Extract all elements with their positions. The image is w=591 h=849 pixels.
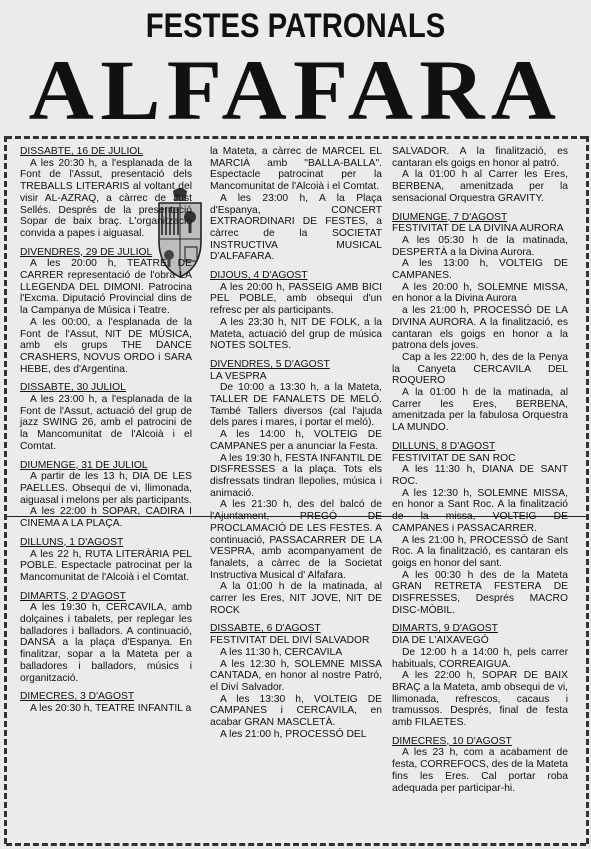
- day-subtitle: LA VESPRA: [210, 370, 267, 382]
- event-text: A les 21:30 h, des del balcó de l'Ajuntament, PREGÓ DE PROCLAMACIÓ DE LES FESTES. A continuació, PASSACARRER DE LA VESPRA, amb acompanyament de fanalets, a càrrec de la Societat Instructiva Musical d' Alfafara.: [210, 499, 382, 581]
- event-text: A les 23 h, com a acabament de festa, CORREFOCS, des de la Mateta fins les Eres. Cal portar roba adequada per participar-hi.: [392, 747, 568, 794]
- event-day: [392, 146, 568, 205]
- dashed-border-right: [586, 136, 589, 844]
- day-heading: DIMECRES, 10 D'AGOST: [392, 735, 512, 747]
- event-text: De 10:00 a 13:30 h, a la Mateta, TALLER DE FANALETS DE MELÓ. També Tallers diversos (cal l'ajuda dels pares i mares, i portar el meló).: [210, 382, 382, 429]
- event-text: A les 22 h, RUTA LITERÀRIA PEL POBLE. Espectacle patrocinat per la Mancomunitat de l'Alcoià i el Comtat.: [20, 548, 192, 583]
- dashed-border-left: [4, 136, 7, 844]
- event-day: [20, 382, 192, 452]
- dashed-border-bottom: [6, 843, 586, 846]
- day-heading: DIUMENGE, 31 DE JULIOL: [20, 459, 148, 471]
- event-text: A les 20:30 h, a l'esplanada de la Font de l'Assut, presentació dels TREBALLS LITERARIS al voltant del visir AL-AZRAQ, a càrrec de Just Sellés. Després de la presentació Sopar de baix braç. L'organització convida a papes i aiguasal.: [20, 157, 192, 239]
- event-text: A les 14:00 h, VOLTEIG DE CAMPANES per a anunciar la Festa.: [210, 429, 382, 452]
- event-text: A les 11:30 h, DIANA DE SANT ROC.: [392, 464, 568, 487]
- event-day: [392, 441, 568, 617]
- column-right: [392, 146, 568, 801]
- day-heading: DIMARTS, 2 D'AGOST: [20, 590, 126, 602]
- event-text: A les 21:00 h, PROCESSÓ de Sant Roc. A la finalització, es cantaran els goigs en honor del sant.: [392, 534, 568, 569]
- event-text: A les 19:30 h, CERCAVILA, amb dolçaines i tabalets, per replegar les balladores i balladors. A continuació, DANSÀ a la plaça d'Espanya. En finalitzar, sopar a la Mateta per a balladores i balladors, músics i organització.: [20, 602, 192, 684]
- day-heading: DISSABTE, 16 DE JULIOL: [20, 146, 144, 157]
- page-title: ALFAFARA: [28, 42, 563, 138]
- day-subtitle: FESTIVITAT DE SAN ROC: [392, 452, 516, 464]
- day-subtitle: DIA DE L'AIXAVEGÓ: [392, 635, 489, 647]
- day-heading: DISSABTE, 6 D'AGOST: [210, 623, 321, 635]
- day-heading: DIVENDRES, 29 DE JULIOL: [20, 246, 153, 258]
- event-text: A les 20:00 h, SOLEMNE MISSA, en honor a la Divina Aurora: [392, 281, 568, 305]
- event-day: [20, 460, 192, 530]
- event-text: A la 01:00 h de la matinada, al carrer les Eres, NIT JOVE, NIT DE ROCK: [210, 581, 382, 616]
- event-day: [20, 691, 192, 714]
- event-text: A la 01:00 h de la matinada, al Carrer les Eres, BERBENA, amenitzada per la fabulosa Orquestra LA MUNDO.: [392, 387, 568, 434]
- day-heading: DIUMENGE, 7 D'AGOST: [392, 211, 508, 223]
- event-day: [392, 623, 568, 728]
- event-day: [210, 623, 382, 740]
- event-text: A partir de les 13 h, DIA DE LES PAELLES. Obsequi de vi, llimonada, aiguasal i melons per als participants.: [20, 471, 192, 506]
- event-text: A les 19:30 h, FESTA INFANTIL DE DISFRESSES a la plaça. Tots els disfressats tindran llepolies, música i animació.: [210, 452, 382, 499]
- event-text: A les 00:30 h des de la Mateta GRAN RETRETA FESTERA DE DISFRESSES, Després MACRO DISC-MÒBIL.: [392, 569, 568, 616]
- event-day: [20, 591, 192, 685]
- event-text: la Mateta, a càrrec de MARCEL EL MARCIÀ amb "BALLA-BALLA". Espectacle patrocinat per la Mancomunitat de l'Alcoià i el Comtat.: [210, 146, 382, 193]
- event-day: [210, 146, 382, 263]
- event-text: A les 21:00 h, PROCESSÓ DEL: [220, 728, 367, 740]
- day-heading: DIMECRES, 3 D'AGOST: [20, 691, 135, 703]
- event-text: A les 13:30 h, VOLTEIG DE CAMPANES i CERCAVILA, en acabar GRAN MASCLETÀ.: [210, 693, 382, 729]
- event-day: [210, 270, 382, 352]
- day-heading: DIVENDRES, 5 D'AGOST: [210, 358, 330, 370]
- event-text: A la 01:00 h al Carrer les Eres, BERBENA, amenitzada per la sensacional Orquestra GRAVITY.: [392, 169, 568, 204]
- day-heading: DILLUNS, 8 D'AGOST: [392, 440, 496, 452]
- event-day: [210, 359, 382, 616]
- event-text: Cap a les 22:00 h, des de la Penya la Canyeta CERCAVILA DEL ROQUERO: [392, 351, 568, 387]
- event-day: [20, 537, 192, 584]
- event-day: [392, 212, 568, 434]
- event-text: A les 12:30 h, SOLEMNE MISSA CANTADA, en honor al nostre Patró, el Diví Salvador.: [210, 658, 382, 693]
- event-text: De 12:00 h a 14:00 h, pels carrer habituals, CORREAIGUA.: [392, 646, 568, 670]
- event-text: A les 23:00 h, a l'esplanada de la Font de l'Assut, actuació del grup de jazz SWING 26, amb el patrocini de la Mancomunitat de l'Alcoià i el Comtat.: [20, 394, 192, 452]
- event-text: A les 20:00 h, PASSEIG AMB BICI PEL POBLE, amb obsequi d'un refresc per als participants.: [210, 281, 382, 317]
- event-day: [20, 146, 192, 240]
- event-text: A les 23:00 h, A la Plaça d'Espanya, CONCERT EXTRAORDINARI DE FESTES, a càrrec de la SOCIETAT INSTRUCTIVA MUSICAL D'ALFAFARA.: [210, 192, 382, 263]
- day-subtitle: FESTIVITAT DE LA DIVINA AURORA: [392, 223, 564, 235]
- event-text: A les 23:30 h, NIT DE FOLK, a la Mateta, actuació del grup de música NOTES SOLTES.: [210, 316, 382, 352]
- event-text: A les 11:30 h, CERCAVILA: [220, 646, 343, 658]
- event-text: A les 22:00 h, SOPAR DE BAIX BRAÇ a la Mateta, amb obsequi de vi, llimonada, refrescos, cacaus i tramussos. Després, final de festa amb FILAETES.: [392, 670, 568, 729]
- day-heading: DIJOUS, 4 D'AGOST: [210, 270, 308, 282]
- day-heading: DISSABTE, 30 JULIOL: [20, 382, 126, 394]
- event-text: A les 13:00 h, VOLTEIG DE CAMPANES.: [392, 258, 568, 282]
- page-subtitle: FESTES PATRONALS: [145, 7, 446, 45]
- dashed-border-top: [6, 136, 586, 139]
- day-heading: DILLUNS, 1 D'AGOST: [20, 536, 124, 548]
- event-text: A les 22:00 h SOPAR, CADIRA I CINEMA A LA PLAÇA.: [20, 506, 192, 530]
- event-text: A les 20:00 h, TEATRE DE CARRER representació de l'obra LA LLEGENDA DEL DIMONI. Patrocina l'Excma. Diputació Provincial dins de la Campanya de Música i Teatre.: [20, 258, 192, 317]
- event-text: a les 21:00 h, PROCESSÓ DE LA DIVINA AURORA. A la finalització, es cantaran els goigs en honor a la patrona dels joves.: [392, 305, 568, 352]
- event-text: A les 00:00, a l'esplanada de la Font de l'Assut, NIT DE MÚSICA, amb els grups THE DANCE CRASHERS, NOVUS ORDO i SARA HEBE, des d'Argentina.: [20, 316, 192, 375]
- day-subtitle: FESTIVITAT DEL DIVÍ SALVADOR: [210, 635, 370, 647]
- column-middle: [210, 146, 382, 747]
- column-left: [20, 146, 192, 722]
- event-text: A les 05:30 h de la matinada, DESPERTÀ a la Divina Aurora.: [392, 234, 568, 258]
- event-text: SALVADOR. A la finalització, es cantaran els goigs en honor al patró.: [392, 146, 568, 169]
- event-text: A les 20:30 h, TEATRE INFANTIL a: [30, 702, 192, 714]
- day-heading: DIMARTS, 9 D'AGOST: [392, 623, 498, 635]
- event-text: A les 12:30 h, SOLEMNE MISSA, en honor a Sant Roc. A la finalització de la missa, VOLTEIG DE CAMPANES i PASSACARRER.: [392, 487, 568, 534]
- event-day: [20, 247, 192, 376]
- event-day: [392, 736, 568, 795]
